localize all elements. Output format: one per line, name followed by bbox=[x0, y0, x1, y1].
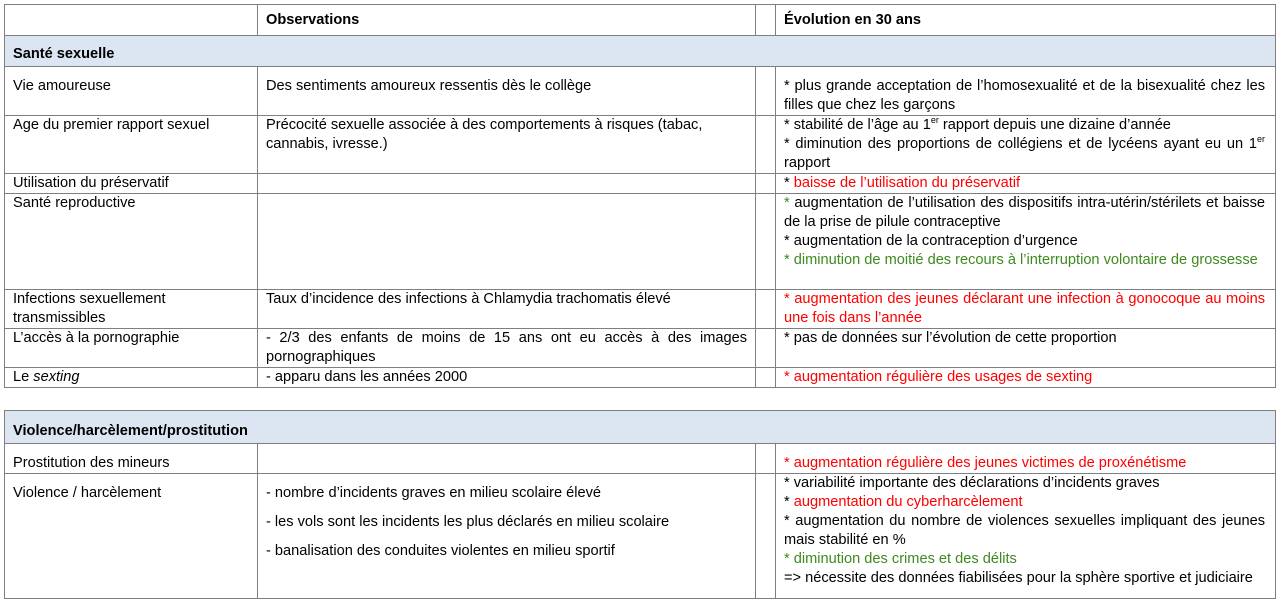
list-item: - banalisation des conduites violentes en milieu sportif bbox=[266, 543, 615, 559]
section-header-row bbox=[5, 411, 1276, 444]
row-observation: - 2/3 des enfants de moins de 15 ans ont eu accès à des images pornographiques bbox=[258, 329, 756, 368]
evolution-line: => nécessite des données fiabilisées pour la sphère sportive et judiciaire bbox=[784, 570, 1253, 586]
row-observation: - apparu dans les années 2000 bbox=[258, 368, 756, 388]
row-label: Utilisation du préservatif bbox=[5, 174, 258, 194]
evolution-line: * diminution de moitié des recours à l’interruption volontaire de grossesse bbox=[784, 252, 1258, 268]
evolution-line: * diminution des crimes et des délits bbox=[784, 551, 1017, 567]
row-label: Age du premier rapport sexuel bbox=[5, 116, 258, 174]
table-row bbox=[5, 474, 1276, 599]
table-row bbox=[5, 290, 1276, 329]
row-evolution: * augmentation régulière des usages de sexting bbox=[776, 368, 1276, 388]
row-spacer bbox=[756, 116, 776, 174]
evolution-line bbox=[784, 135, 1265, 173]
row-label: Violence / harcèlement bbox=[5, 474, 258, 599]
row-spacer bbox=[756, 329, 776, 368]
list-item: - les vols sont les incidents les plus déclarés en milieu scolaire bbox=[266, 514, 670, 530]
evolution-text: rapport bbox=[784, 155, 831, 171]
section-title: Violence/harcèlement/prostitution bbox=[5, 411, 1276, 444]
table-row bbox=[5, 329, 1276, 368]
table-row bbox=[5, 174, 1276, 194]
evolution-bullet: * bbox=[784, 195, 795, 211]
row-label-text: Le bbox=[13, 369, 34, 385]
row-observation bbox=[258, 194, 756, 290]
evolution-text: * plus grande acceptation de l’homosexualité et de la bisexualité chez les filles que chez les garçons bbox=[784, 78, 1265, 113]
row-spacer bbox=[756, 444, 776, 474]
violence-table bbox=[4, 410, 1276, 599]
evolution-text: augmentation de l’utilisation des dispositifs intra-utérin/stérilets et baisse de la prise de pilule contraceptive bbox=[784, 195, 1265, 230]
evolution-text: baisse de l’utilisation du préservatif bbox=[793, 175, 1021, 191]
row-observation bbox=[258, 444, 756, 474]
evolution-line bbox=[784, 194, 1265, 232]
section-title: Santé sexuelle bbox=[5, 36, 1276, 67]
evolution-line: * augmentation de la contraception d’urgence bbox=[784, 233, 1078, 249]
row-label: Santé reproductive bbox=[5, 194, 258, 290]
header-observations: Observations bbox=[258, 5, 756, 36]
row-label: Prostitution des mineurs bbox=[5, 444, 258, 474]
table-row bbox=[5, 67, 1276, 116]
evolution-line bbox=[784, 493, 1265, 512]
superscript: er bbox=[1256, 134, 1265, 145]
row-observation: Taux d’incidence des infections à Chlamydia trachomatis élevé bbox=[258, 290, 756, 329]
table-row bbox=[5, 116, 1276, 174]
evolution-text: * stabilité de l’âge au 1 bbox=[784, 117, 931, 133]
row-label: Infections sexuellement transmissibles bbox=[5, 290, 258, 329]
evolution-line: * variabilité importante des déclarations d’incidents graves bbox=[784, 475, 1160, 491]
header-evolution: Évolution en 30 ans bbox=[776, 5, 1276, 36]
row-label-emphasis: sexting bbox=[33, 369, 80, 385]
evolution-bullet: * bbox=[784, 175, 794, 191]
row-spacer bbox=[756, 368, 776, 388]
row-label: Vie amoureuse bbox=[5, 67, 258, 116]
header-col3 bbox=[756, 5, 776, 36]
row-evolution bbox=[776, 174, 1276, 194]
row-evolution: * augmentation régulière des jeunes victimes de proxénétisme bbox=[776, 444, 1276, 474]
sante-sexuelle-table bbox=[4, 4, 1276, 388]
row-observation: Des sentiments amoureux ressentis dès le collège bbox=[258, 67, 756, 116]
list-item: - nombre d’incidents graves en milieu scolaire élevé bbox=[266, 485, 602, 501]
row-evolution bbox=[776, 474, 1276, 599]
row-label bbox=[5, 368, 258, 388]
table-row bbox=[5, 194, 1276, 290]
row-evolution bbox=[776, 194, 1276, 290]
row-observation-list bbox=[258, 474, 756, 599]
row-spacer bbox=[756, 174, 776, 194]
header-col1 bbox=[5, 5, 258, 36]
row-spacer bbox=[756, 474, 776, 599]
row-evolution: * augmentation des jeunes déclarant une infection à gonocoque au moins une fois dans l’année bbox=[776, 290, 1276, 329]
row-spacer bbox=[756, 194, 776, 290]
header-row bbox=[5, 5, 1276, 36]
row-spacer bbox=[756, 290, 776, 329]
row-observation: Précocité sexuelle associée à des comportements à risques (tabac, cannabis, ivresse.) bbox=[258, 116, 756, 174]
evolution-line: * augmentation du nombre de violences sexuelles impliquant des jeunes mais stabilité en % bbox=[784, 513, 1266, 548]
evolution-text: augmentation du cyberharcèlement bbox=[793, 494, 1023, 510]
evolution-bullet: * bbox=[784, 494, 794, 510]
section-header-row bbox=[5, 36, 1276, 67]
table-row bbox=[5, 368, 1276, 388]
row-label: L’accès à la pornographie bbox=[5, 329, 258, 368]
superscript: er bbox=[930, 115, 939, 126]
row-evolution: * pas de données sur l’évolution de cette proportion bbox=[776, 329, 1276, 368]
row-spacer bbox=[756, 67, 776, 116]
evolution-text: * diminution des proportions de collégiens et de lycéens ayant eu un 1 bbox=[784, 136, 1257, 152]
row-evolution bbox=[776, 116, 1276, 174]
table-row bbox=[5, 444, 1276, 474]
row-evolution bbox=[776, 67, 1276, 116]
evolution-line bbox=[784, 116, 1265, 135]
row-observation bbox=[258, 174, 756, 194]
evolution-text: rapport depuis une dizaine d’année bbox=[938, 117, 1171, 133]
